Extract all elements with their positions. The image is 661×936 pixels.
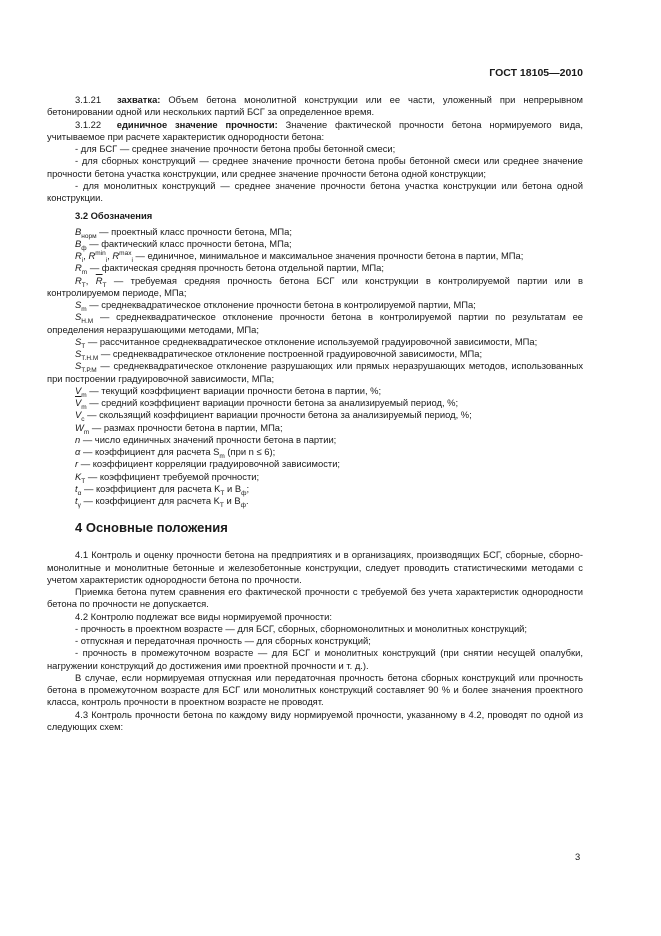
definition-text: Объем бетона монолитной конструкции или ее части, уложенный при непрерывном бетонировании одной или нескольких партий БСГ за определенное время. <box>47 94 583 118</box>
symbol-description-tail: и B <box>224 482 242 494</box>
paragraph: Приемка бетона путем сравнения его фактической прочности с требуемой без учета характеристик однородности бетона по прочности не допускается. <box>47 586 583 610</box>
symbol-letter: S <box>75 360 82 372</box>
symbol-subscript: ф <box>81 244 87 252</box>
symbol-letter: B <box>75 237 82 249</box>
symbol-subscript: ф <box>241 489 247 497</box>
symbol-definition <box>47 299 583 311</box>
symbol-definition <box>47 262 583 277</box>
symbol-letter: $\overline{V}$ <box>75 397 82 408</box>
term: единичное значение прочности: <box>116 118 278 130</box>
symbol-definition <box>47 226 583 238</box>
symbol-description-tail: . <box>245 495 249 506</box>
symbol-definition <box>47 311 583 336</box>
symbol-description: — среднеквадратическое отклонение прочности бетона в контролируемой партии, МПа; <box>89 299 476 310</box>
definition-3-1-21 <box>47 94 583 119</box>
symbol-definition <box>47 495 583 507</box>
symbol-subscript: ф <box>240 501 246 509</box>
symbol-letter: S <box>75 348 82 359</box>
symbol-description: — требуемая средняя прочность бетона БСГ или конструкции в контролируемой партии или в контролируемом периоде, МПа; <box>47 274 583 298</box>
symbol-letter: K <box>75 470 82 482</box>
symbol-definition <box>47 446 583 458</box>
symbol-definition <box>47 397 583 409</box>
symbol-subscript: α <box>77 489 82 497</box>
symbol-letter: t <box>75 482 78 494</box>
list-item: - для БСГ — среднее значение прочности бетона пробы бетонной смеси; <box>75 143 396 154</box>
symbol-subscript: c <box>81 416 85 424</box>
symbol-description-tail: и B <box>223 495 241 506</box>
symbol-letter: R <box>75 250 82 261</box>
symbol-subscript: Н.М <box>81 318 94 326</box>
symbol-subscript: норм <box>81 232 97 240</box>
symbol-superscript: max <box>119 249 132 257</box>
symbols-list <box>47 226 583 508</box>
symbol-letter: S <box>75 311 82 323</box>
symbol-letter: S <box>75 335 82 347</box>
symbol-subscript: i <box>131 256 133 264</box>
symbol-definition <box>47 238 583 250</box>
symbol-subscript: m <box>83 428 90 436</box>
symbol-subscript: Т <box>81 281 86 289</box>
symbol-subscript: Т <box>220 489 225 497</box>
symbol-definition <box>47 434 583 446</box>
symbol-description-tail: ; <box>246 482 250 494</box>
symbol-subscript: m <box>219 452 225 460</box>
symbol-description: — средний коэффициент вариации прочности бетона за анализируемый период, %; <box>89 397 459 408</box>
page-number: 3 <box>575 851 581 862</box>
symbol-definition <box>47 348 583 360</box>
symbol-subscript: i <box>81 256 84 264</box>
symbol-description: — проектный класс прочности бетона, МПа; <box>99 225 292 237</box>
symbol-description: — фактический класс прочности бетона, МПа; <box>89 237 292 249</box>
term: захватка: <box>116 94 161 105</box>
symbol-description: — коэффициент для расчета S <box>82 446 220 457</box>
symbol-definition <box>47 409 583 424</box>
symbol-superscript: min <box>95 249 106 257</box>
clause-number: 3.1.21 <box>75 94 102 105</box>
symbol-letter: S <box>75 299 82 310</box>
symbol-subscript: Т <box>102 281 107 289</box>
symbol-letter: B <box>75 225 82 237</box>
symbol-description: — среднеквадратическое отклонение разрушающих или прямых неразрушающих методов, использованных при построении градуировочной зависимости, МПа; <box>47 360 584 384</box>
symbol-description: — коэффициент требуемой прочности; <box>87 470 260 482</box>
symbol-description: — единичное, минимальное и максимальное значения прочности бетона в партии, МПа; <box>135 250 524 261</box>
symbol-letter: r <box>75 458 79 470</box>
symbol-subscript: m <box>81 391 87 399</box>
symbol-subscript: Т.Н.М <box>81 354 99 362</box>
symbol-definition <box>47 422 583 434</box>
symbol-letter: R <box>88 250 96 261</box>
symbol-letter: V <box>75 384 82 396</box>
section-heading-3-2: 3.2 Обозначения <box>75 210 153 222</box>
list-item: - прочность в промежуточном возрасте — для БСГ и монолитных конструкций (при снятии несущей опалубки, нагружении конструкций до достижения ими проектной прочности и т. д.). <box>47 647 583 671</box>
symbol-description: — фактическая средняя прочность бетона отдельной партии, МПа; <box>89 262 384 274</box>
symbol-definition: $R_i$, $R^{min}_i$, $R^{max}_i$ — единичное, минимальное и максимальное значения прочности бетона в партии, МПа; <box>75 249 524 264</box>
definition-3-1-22 <box>47 119 583 144</box>
symbol-letter: R <box>112 250 120 261</box>
paragraph-4-2: 4.2 Контролю подлежат все виды нормируемой прочности: <box>75 610 332 622</box>
symbol-description: — рассчитанное среднеквадратическое отклонение используемой градуировочной зависимости, МПа; <box>87 335 538 347</box>
symbol-description: — коэффициент для расчета K <box>83 495 220 506</box>
symbol-letter: W <box>75 421 84 433</box>
symbol-definition <box>47 336 583 348</box>
paragraph-4-3: 4.3 Контроль прочности бетона по каждому виду нормируемой прочности, указанному в 4.2, проводят по одной из следующих схем: <box>47 708 583 732</box>
list-item: - для сборных конструкций — среднее значение прочности бетона пробы бетонной смеси или среднее значение прочности бетона участка конструкции, или среднее значение прочности бетона одной конструкции; <box>47 155 583 179</box>
symbol-definition <box>47 360 583 385</box>
symbol-letter: n <box>75 433 81 445</box>
section-heading-4: 4 Основные положения <box>75 520 228 536</box>
symbol-subscript: γ <box>77 501 81 509</box>
definition-text: Значение фактической прочности бетона нормируемого вида, учитываемое при расчете характеристик однородности бетона: <box>47 118 583 142</box>
symbol-subscript: i <box>105 256 108 264</box>
symbol-definition <box>47 483 583 495</box>
symbol-description: — среднеквадратическое отклонение построенной градуировочной зависимости, МПа; <box>100 348 483 359</box>
symbol-subscript: m <box>81 403 87 411</box>
symbol-subscript: m <box>81 269 88 277</box>
symbol-letter: V <box>75 409 82 421</box>
list-item: - прочность в проектном возрасте — для БСГ, сборных, сборномонолитных и монолитных конструкций; <box>75 622 528 634</box>
page-content <box>47 94 583 733</box>
symbol-description: — размах прочности бетона в партии, МПа; <box>91 421 283 433</box>
symbol-description: — скользящий коэффициент вариации прочности бетона за анализируемый период, %; <box>87 409 472 421</box>
paragraph: В случае, если нормируемая отпускная или передаточная прочность бетона сборных конструкций или прочность бетона в промежуточном возрасте для БСГ или монолитных конструкций составляет 90 % и более значения проектного класса, контроль прочности в проектном возрасте не проводят. <box>47 671 583 708</box>
symbol-subscript: m <box>81 305 87 313</box>
symbol-subscript: Т.Р.М <box>81 367 97 375</box>
symbol-letter: t <box>75 495 78 506</box>
list-item: - отпускная и передаточная прочность — для сборных конструкций; <box>75 635 371 646</box>
symbol-description: — коэффициент для расчета K <box>83 482 221 494</box>
symbol-definition <box>47 471 583 483</box>
symbol-letter: R <box>75 274 82 286</box>
symbol-description: — текущий коэффициент вариации прочности бетона в партии, %; <box>89 384 382 396</box>
document-code-header: ГОСТ 18105—2010 <box>489 67 583 79</box>
clause-number: 3.1.22 <box>75 118 102 130</box>
paragraph-4-1: 4.1 Контроль и оценку прочности бетона на предприятиях и в организациях, производящих БСГ, сборные, сборно-монолитные и монолитные бетонные и железобетонные конструкции, следует проводить статистическими методами с учетом характеристик однородности бетона по прочности. <box>47 549 583 585</box>
list-item: - для монолитных конструкций — среднее значение прочности бетона участка конструкции или бетона одной конструкции. <box>47 179 583 203</box>
symbol-subscript: Т <box>81 477 86 485</box>
symbol-description: — коэффициент корреляции градуировочной зависимости; <box>80 458 341 470</box>
symbol-letter: α <box>75 446 81 457</box>
symbol-subscript: Т <box>81 342 86 350</box>
symbol-description: — среднеквадратическое отклонение прочности бетона в контролируемой партии по результатам ее определения неразрушающими методами, МПа; <box>47 311 584 335</box>
symbol-subscript: Т <box>219 501 224 509</box>
symbol-definition <box>47 458 583 470</box>
symbol-definition <box>47 385 583 397</box>
symbol-definition: $R_Т$, $\overline{R}_Т$ — требуемая средняя прочность бетона БСГ или конструкции в контролируемой партии или в контролируемом периоде, МПа; <box>47 274 583 298</box>
symbol-description-tail: (при n ≤ 6); <box>224 446 276 457</box>
symbol-description: — число единичных значений прочности бетона в партии; <box>82 433 337 445</box>
symbol-letter: R <box>75 262 82 274</box>
symbol-letter: $\overline{R}$ <box>95 274 103 286</box>
